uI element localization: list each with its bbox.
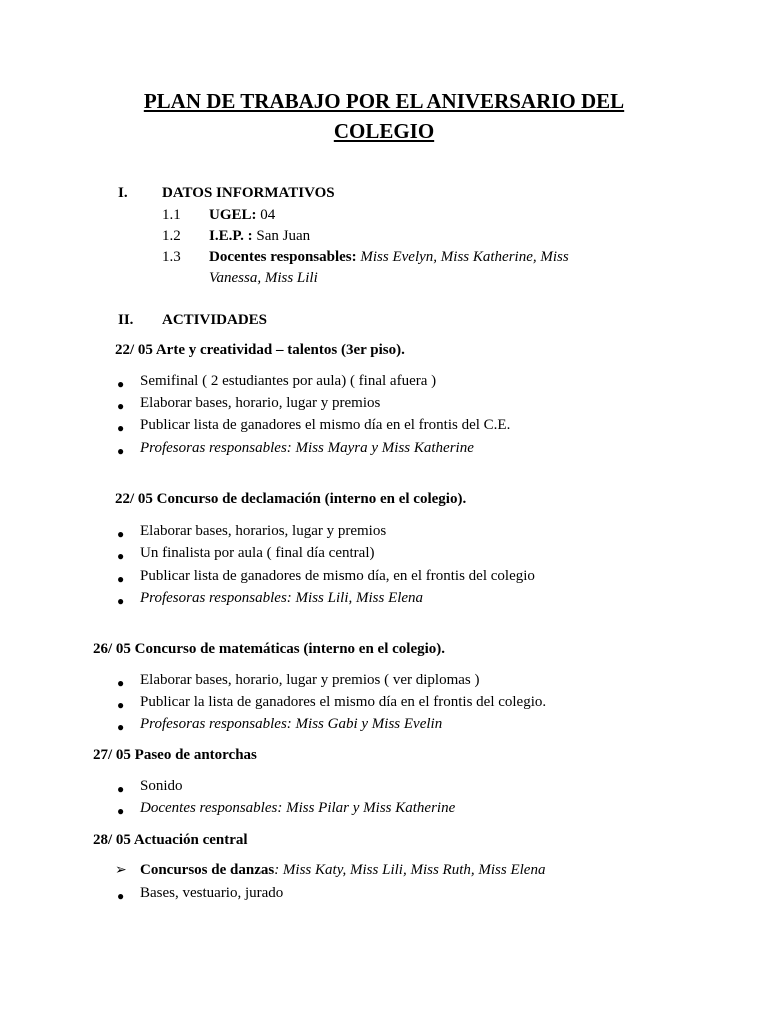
bullet-icon: ● <box>117 399 125 413</box>
bullet-icon: ● <box>117 698 125 712</box>
info-value: 04 <box>256 207 276 223</box>
list-item: Elaborar bases, horario, lugar y premios <box>140 395 381 411</box>
item-number: 1.1 <box>162 207 181 223</box>
list-item: Semifinal ( 2 estudiantes por aula) ( final afuera ) <box>140 373 437 389</box>
list-item: Publicar lista de ganadores el mismo día en el frontis del C.E. <box>140 417 511 433</box>
list-item: Bases, vestuario, jurado <box>140 885 284 901</box>
list-item: Elaborar bases, horario, lugar y premios ( ver diplomas ) <box>140 672 480 688</box>
info-label: UGEL: <box>209 207 257 223</box>
bullet-icon: ● <box>117 594 125 608</box>
responsible-item: Profesoras responsables: Miss Lili, Miss Elena <box>140 590 424 606</box>
activity-heading: 22/ 05 Arte y creatividad – talentos (3er piso). <box>115 342 405 358</box>
responsible-item: Profesoras responsables: Miss Gabi y Miss Evelin <box>140 716 443 732</box>
responsible-item: Docentes responsables: Miss Pilar y Miss Katherine <box>140 800 456 816</box>
arrow-item-value: : Miss Katy, Miss Lili, Miss Ruth, Miss Elena <box>274 862 546 878</box>
arrow-item <box>140 862 545 879</box>
info-value-continued: Vanessa, Miss Lili <box>209 270 318 286</box>
bullet-icon: ● <box>117 720 125 734</box>
bullet-icon: ● <box>117 782 125 796</box>
activity-heading: 22/ 05 Concurso de declamación (interno en el colegio). <box>115 491 467 507</box>
bullet-icon: ● <box>117 804 125 818</box>
bullet-icon: ● <box>117 421 125 435</box>
info-item-ugel <box>209 207 275 224</box>
info-label: Docentes responsables: <box>209 249 357 265</box>
list-item: Sonido <box>140 778 183 794</box>
arrow-item-label: Concursos de danzas <box>140 862 275 878</box>
section1-heading: DATOS INFORMATIVOS <box>162 185 335 201</box>
bullet-icon: ● <box>117 444 125 458</box>
section1-number: I. <box>118 185 128 201</box>
bullet-icon: ● <box>117 572 125 586</box>
bullet-icon: ● <box>117 549 125 563</box>
section2-heading: ACTIVIDADES <box>162 312 268 328</box>
arrow-bullet-icon: ➢ <box>115 863 127 878</box>
bullet-icon: ● <box>117 527 125 541</box>
page-title-line1: PLAN DE TRABAJO POR EL ANIVERSARIO DEL <box>143 89 625 113</box>
bullet-icon: ● <box>117 889 125 903</box>
item-number: 1.3 <box>162 249 181 265</box>
info-item-iep <box>209 228 310 245</box>
responsible-item: Profesoras responsables: Miss Mayra y Miss Katherine <box>140 440 474 456</box>
bullet-icon: ● <box>117 377 125 391</box>
item-number: 1.2 <box>162 228 181 244</box>
list-item: Publicar la lista de ganadores el mismo día en el frontis del colegio. <box>140 694 547 710</box>
list-item: Un finalista por aula ( final día central) <box>140 545 375 561</box>
info-value: San Juan <box>252 228 311 244</box>
activity-heading: 27/ 05 Paseo de antorchas <box>93 747 257 763</box>
activity-heading: 26/ 05 Concurso de matemáticas (interno en el colegio). <box>93 641 446 657</box>
info-item-docentes <box>209 249 569 266</box>
list-item: Elaborar bases, horarios, lugar y premios <box>140 523 387 539</box>
bullet-icon: ● <box>117 676 125 690</box>
info-label: I.E.P. : <box>209 228 253 244</box>
list-item: Publicar lista de ganadores de mismo día, en el frontis del colegio <box>140 568 535 584</box>
activity-heading: 28/ 05 Actuación central <box>93 832 248 848</box>
page-title-line2: COLEGIO <box>333 119 435 143</box>
info-value: Miss Evelyn, Miss Katherine, Miss <box>356 249 569 265</box>
section2-number: II. <box>118 312 134 328</box>
